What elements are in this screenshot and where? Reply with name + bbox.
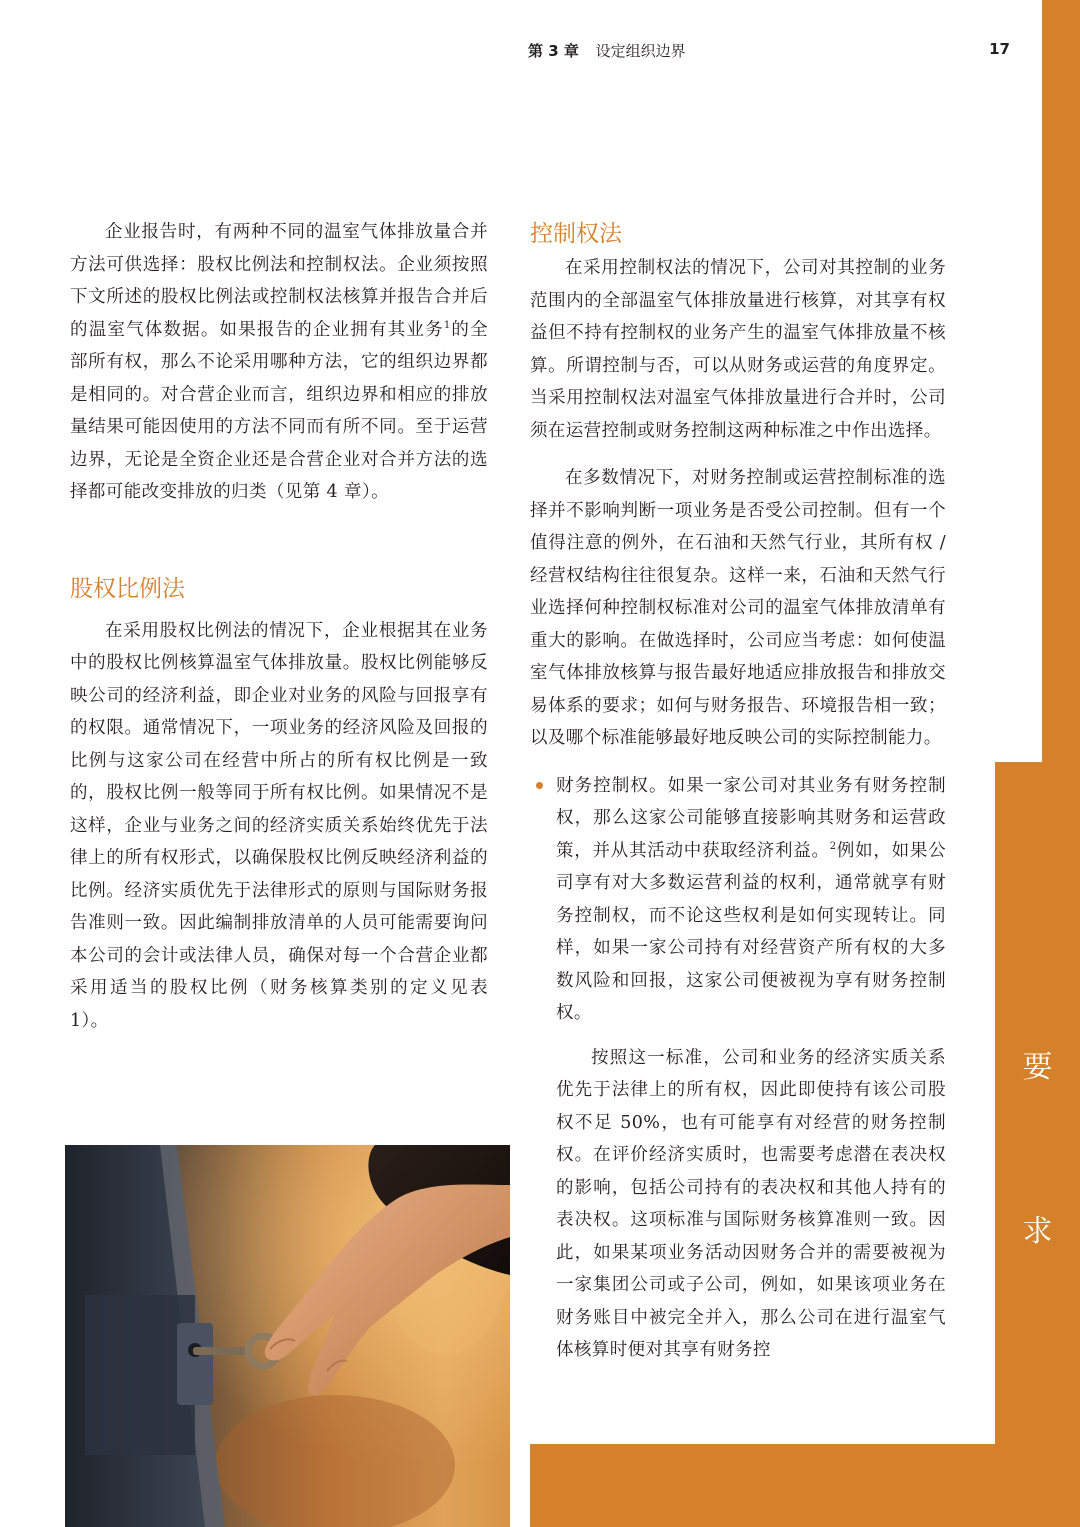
list-item-financial-control bbox=[530, 770, 946, 1030]
running-header bbox=[528, 40, 1010, 64]
footnote-ref-1[interactable]: 1 bbox=[443, 319, 451, 331]
photo-hand-key-lock bbox=[65, 1145, 510, 1527]
bullet-text-a: 。如果一家公司对其业务有财务控制权，那么这家公司能够直接影响其财务和运营政策，并从其活动中获取经济利益。 bbox=[556, 775, 947, 861]
chapter-title: 设定组织边界 bbox=[595, 42, 686, 60]
right-column bbox=[530, 216, 946, 1367]
side-tab-char-2: 求 bbox=[1022, 1214, 1053, 1249]
bullet-text-b: 例如，如果公司享有对大多数运营利益的权利，通常就享有财务控制权，而不论这些权利是如何实现转让。同样，如果一家公司持有对经营资产所有权的大多数风险和回报，这家公司便被视为享有财务控制权。 bbox=[556, 840, 946, 1023]
intro-paragraph bbox=[70, 216, 488, 509]
page-number: 17 bbox=[989, 40, 1010, 58]
section-title-control: 控制权法 bbox=[530, 221, 622, 247]
left-column bbox=[70, 216, 488, 1037]
bullet-term: 财务控制权 bbox=[556, 775, 650, 796]
footnote-ref-2[interactable]: 2 bbox=[829, 840, 837, 852]
bullet-dot-icon bbox=[536, 782, 543, 789]
financial-control-detail: 按照这一标准，公司和业务的经济实质关系优先于法律上的所有权，因此即使持有该公司股权不足 50%，也有可能享有对经营的财务控制权。在评价经济实质时，也需要考虑潜在表决权的影响，包括公司持有的表决权和其他人持有的表决权。这项标准与国际财务核算准则一致。因此，如果某项业务活动因财务合并的需要被视为一家集团公司或子公司，例如，如果该项业务在财务账目中被完全并入，那么公司在进行温室气体核算时便对其享有财务控 bbox=[556, 1047, 946, 1360]
control-paragraph-1: 在采用控制权法的情况下，公司对其控制的业务范围内的全部温室气体排放量进行核算，对其享有权益但不持有控制权的业务产生的温室气体排放量不核算。所谓控制与否，可以从财务或运营的角度界定。当采用控制权法对温室气体排放量进行合并时，公司须在运营控制或财务控制这两种标准之中作出选择。 bbox=[530, 258, 946, 441]
section-title-equity: 股权比例法 bbox=[70, 575, 185, 602]
side-tab-char-1: 要 bbox=[1022, 1050, 1053, 1085]
accent-band-bottom bbox=[530, 1444, 1080, 1527]
intro-text-b: 的全部所有权，那么不论采用哪种方法，它的组织边界都是相同的。对合营企业而言，组织边界和相应的排放量结果可能因使用的方法不同而有所不同。至于运营边界，无论是全资企业还是合营企业对合并方法的选择都可能改变排放的归类（见第 4 章）。 bbox=[70, 319, 488, 502]
accent-band-top bbox=[1042, 0, 1080, 762]
intro-text-a: 企业报告时，有两种不同的温室气体排放量合并方法可供选择：股权比例法和控制权法。企业须按照下文所述的股权比例法或控制权法核算并报告合并后的温室气体数据。如果报告的企业拥有其业务 bbox=[70, 222, 488, 340]
equity-paragraph: 在采用股权比例法的情况下，企业根据其在业务中的股权比例核算温室气体排放量。股权比例能够反映公司的经济利益，即企业对业务的风险与回报享有的权限。通常情况下，一项业务的经济风险及回报的比例与这家公司在经营中所占的所有权比例是一致的，股权比例一般等同于所有权比例。如果情况不是这样，企业与业务之间的经济实质关系始终优先于法律上的所有权形式，以确保股权比例反映经济利益的比例。经济实质优先于法律形式的原则与国际财务报告准则一致。因此编制排放清单的人员可能需要询问本公司的会计或法律人员，确保对每一个合营企业都采用适当的股权比例（财务核算类别的定义见表 1）。 bbox=[70, 620, 488, 1031]
chapter-number: 第 3 章 bbox=[528, 42, 579, 60]
control-paragraph-2: 在多数情况下，对财务控制或运营控制标准的选择并不影响判断一项业务是否受公司控制。但有一个值得注意的例外，在石油和天然气行业，其所有权 / 经营权结构往往很复杂。这样一来，石油和天然气行业选择何种控制权标准对公司的温室气体排放清单有重大的影响。在做选择时，公司应当考虑：如何使温室气体排放核算与报告最好地适应排放报告和排放交易体系的要求；如何与财务报告、环境报告相一致；以及哪个标准能够最好地反映公司的实际控制能力。 bbox=[530, 468, 946, 748]
photo-illustration bbox=[65, 1145, 510, 1527]
criteria-list bbox=[530, 770, 946, 1030]
accent-band-side bbox=[995, 762, 1080, 1527]
